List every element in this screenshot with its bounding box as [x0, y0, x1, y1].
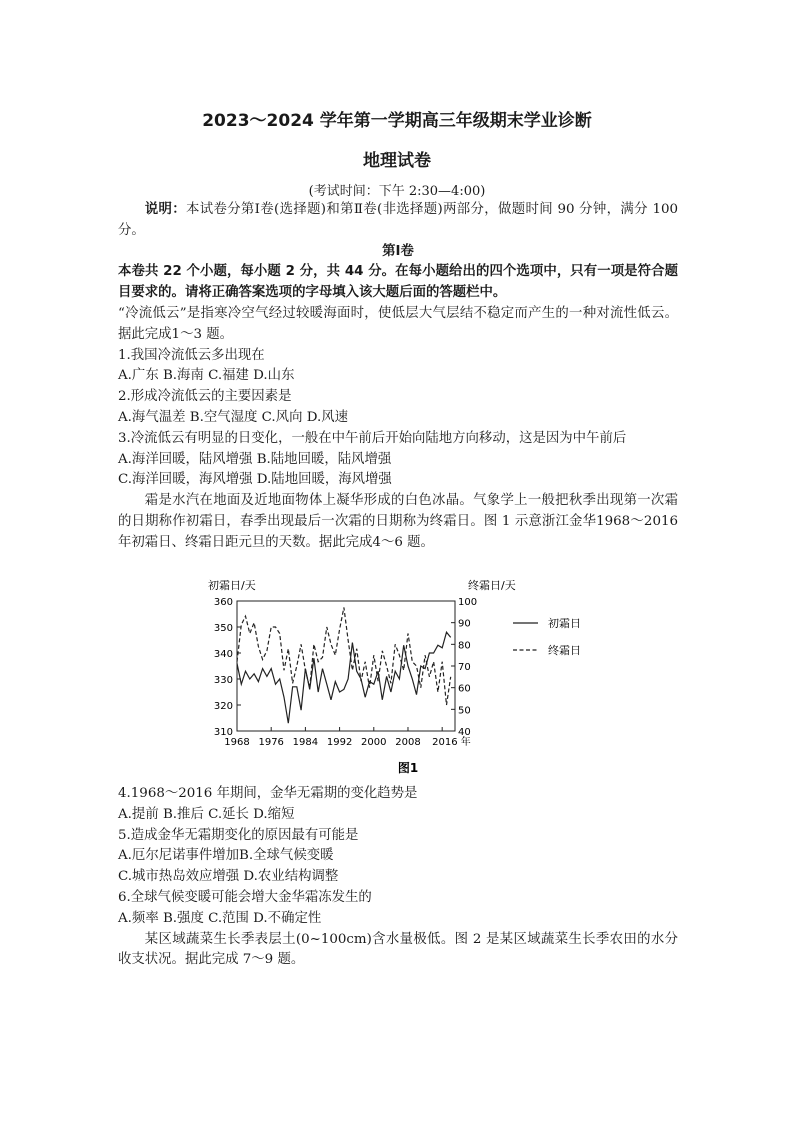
left-axis-label: 初霜日/天 — [208, 579, 256, 592]
right-tick-label: 80 — [458, 640, 471, 652]
passage-cold-cloud: “冷流低云”是指寒冷空气经过较暖海面时，使低层大气层结不稳定而产生的一种对流性低云。据此完成1～3 题。 — [118, 305, 678, 342]
x-tick-label: 2000 — [361, 737, 387, 748]
lower-text-block — [118, 784, 678, 971]
passage-vegetable-field: 某区域蔬菜生长季表层土(0~100cm)含水量极低。图 2 是某区域蔬菜生长季农田的水分收支状况。据此完成 7～9 题。 — [118, 931, 678, 968]
instructions — [118, 200, 678, 242]
section-heading: 第Ⅰ卷 — [382, 243, 414, 259]
x-tick-label: 2008 — [395, 737, 421, 748]
legend-label-first-frost: 初霜日 — [548, 617, 581, 630]
right-axis-label: 终霜日/天 — [468, 579, 516, 592]
question-1-options: A.广东 B.海南 C.福建 D.山东 — [118, 368, 295, 384]
question-3-options-cd: C.海洋回暖，海风增强 D.陆地回暖，海风增强 — [118, 472, 392, 488]
question-5-options-ab: A.厄尔尼诺事件增加B.全球气候变暖 — [118, 848, 334, 864]
question-5-options-cd: C.城市热岛效应增强 D.农业结构调整 — [118, 869, 339, 885]
section-directions: 本卷共 22 个小题，每小题 2 分，共 44 分。在每小题给出的四个选项中，只有一项是符合题目要求的。请将正确答案选项的字母填入该大题后面的答题栏中。 — [118, 264, 678, 301]
x-tick-label: 1992 — [326, 737, 353, 748]
question-4-stem: 4.1968～2016 年期间，金华无霜期的变化趋势是 — [118, 786, 418, 801]
x-tick-label: 1984 — [292, 737, 319, 748]
exam-title: 2023～2024 学年第一学期高三年级期末学业诊断 — [202, 111, 592, 131]
question-3-stem: 3.冷流低云有明显的日变化，一般在中午前后开始向陆地方向移动，这是因为中午前后 — [118, 430, 627, 446]
x-tick-label: 2016 年 — [432, 737, 471, 748]
exam-time: (考试时间：下午 2:30—4:00) — [308, 184, 486, 199]
right-tick-label: 60 — [458, 683, 471, 695]
left-tick-label: 340 — [213, 649, 233, 660]
question-5-stem: 5.造成金华无霜期变化的原因最有可能是 — [118, 827, 359, 843]
exam-subject: 地理试卷 — [363, 151, 431, 171]
right-tick-label: 50 — [458, 705, 471, 717]
instructions-label: 说明： — [144, 202, 186, 217]
left-tick-label: 320 — [213, 701, 233, 712]
left-tick-label: 310 — [213, 727, 233, 738]
right-tick-label: 70 — [458, 662, 471, 673]
x-axis — [224, 727, 471, 748]
x-tick-label: 1976 — [258, 737, 284, 748]
question-6-options: A.频率 B.强度 C.范围 D.不确定性 — [118, 910, 322, 926]
question-2-stem: 2.形成冷流低云的主要因素是 — [118, 389, 292, 405]
question-2-options: A.海气温差 B.空气湿度 C.风向 D.风速 — [118, 409, 349, 425]
legend-label-last-frost: 终霜日 — [548, 644, 581, 657]
series-line-last-frost — [237, 608, 451, 706]
instructions-text: 本试卷分第Ⅰ卷(选择题)和第Ⅱ卷(非选择题)两部分，做题时间 90 分钟，满分 100 分。 — [118, 202, 678, 238]
question-1-stem: 1.我国冷流低云多出现在 — [118, 347, 265, 363]
question-4-options: A.提前 B.推后 C.延长 D.缩短 — [118, 806, 295, 822]
right-tick-label: 90 — [458, 618, 471, 630]
right-tick-label: 40 — [458, 727, 471, 738]
upper-text-block — [118, 200, 678, 554]
question-3-options-ab: A.海洋回暖，陆风增强 B.陆地回暖，陆风增强 — [118, 451, 392, 467]
left-tick-label: 350 — [213, 623, 233, 634]
left-tick-label: 330 — [213, 675, 233, 686]
left-tick-label: 360 — [213, 597, 233, 608]
passage-frost: 霜是水汽在地面及近地面物体上凝华形成的白色冰晶。气象学上一般把秋季出现第一次霜的日期称作初霜日，春季出现最后一次霜的日期称为终霜日。图 1 示意浙江金华1968～2016 年初霜日、终霜日距元旦的天数。据此完成4～6 题。 — [118, 493, 678, 550]
frost-day-chart — [200, 574, 620, 786]
x-tick-label: 1968 — [224, 737, 250, 748]
frost-day-chart-svg — [200, 574, 620, 786]
right-tick-label: 100 — [458, 597, 478, 608]
question-6-stem: 6.全球气候变暖可能会增大金华霜冻发生的 — [118, 889, 372, 905]
figure-caption: 图1 — [397, 761, 419, 775]
